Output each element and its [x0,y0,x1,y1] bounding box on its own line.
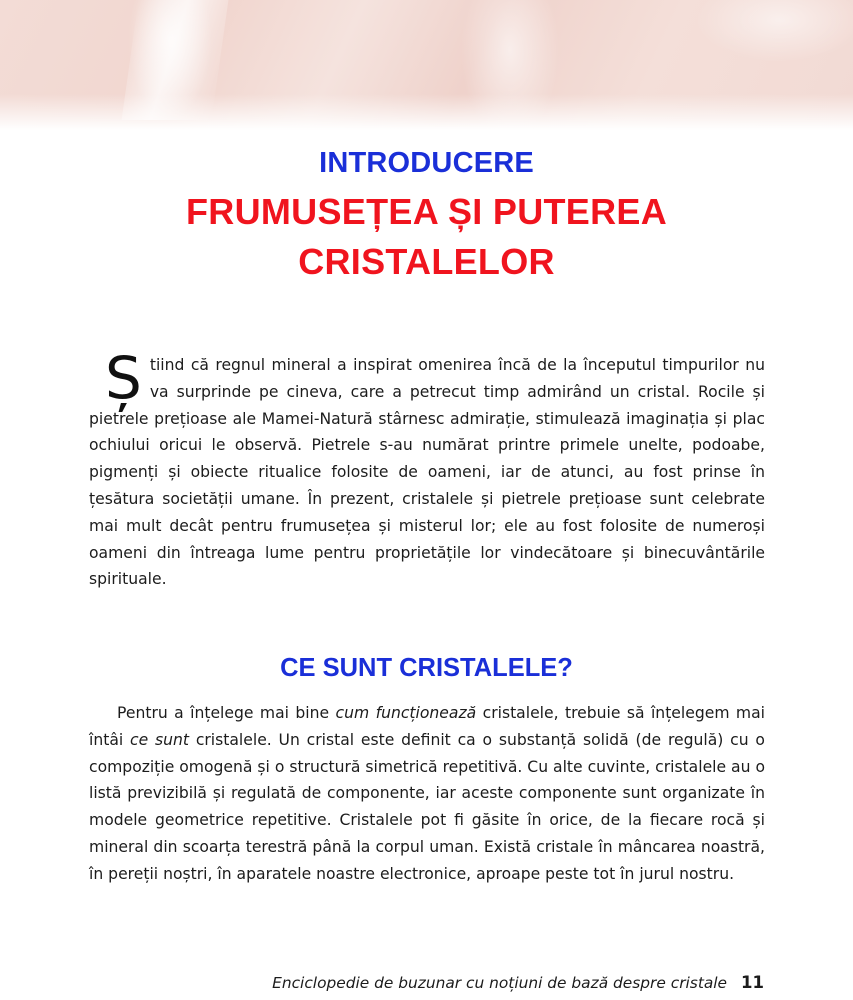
emphasis-text-1: cum funcționează [335,704,477,722]
chapter-title-line2: CRISTALELOR [298,241,555,282]
emphasis-text-2: ce sunt [130,730,190,749]
paragraph-text-1: Pentru a înțelege mai bine [117,704,336,722]
running-footer-title: Enciclopedie de buzunar cu noțiuni de bază despre cristale [272,974,728,992]
page-number: 11 [741,973,764,992]
drop-cap: Ș [105,344,142,412]
paragraph-text-3: cristalele. Un cristal este definit ca o substanță solidă (de regulă) cu o compoziție omogenă și o structură simetrică repetitivă. Cu alte cuvinte, cristalele au o listă previzibilă și regulată de componente, iar aceste componente sunt organizate în modele geometrice repetitive. Cristalele pot fi găsite în orice, de la fiecare rocă și mineral din scoarța terestră până la corpul uman. Există cristale în mâncarea noastră, în pereții noștri, în aparatele noastre electronice, aproape peste tot în jurul nostru. [89,730,765,883]
section-heading: CE SUNT CRISTALELE? [280,654,573,682]
crystal-banner-image [0,0,853,130]
paragraph-text-2: cristalele, trebuie să înțelegem mai întâi [89,704,766,749]
intro-paragraph [89,344,765,593]
section-paragraph [89,700,765,888]
chapter-header [0,140,853,287]
intro-paragraph-text: tiind că regnul mineral a inspirat omenirea încă de la începutul timpurilor nu va surprinde pe cineva, care a petrecut timp admirând un cristal. Rocile și pietrele prețioase ale Mamei-Natură stârnesc admirație, stimulează imaginația și plac ochiului oricui le observă. Pietrele s-au numărat printre primele unelte, podoabe, pigmenți și obiecte ritualice folosite de oameni, iar de atunci, au fost prinse în țesătura societății umane. În prezent, cristalele și pietrele prețioase sunt celebrate mai mult decât pentru frumusețea și misterul lor; ele au fost folosite de numeroși oameni din întreaga lume pentru proprietățile lor vindecătoare și binecuvântările spirituale. [89,356,765,589]
page-footer [0,972,764,994]
chapter-title [0,187,853,287]
chapter-label: INTRODUCERE [319,147,534,179]
chapter-title-line1: FRUMUSEȚEA ȘI PUTEREA [186,191,667,232]
